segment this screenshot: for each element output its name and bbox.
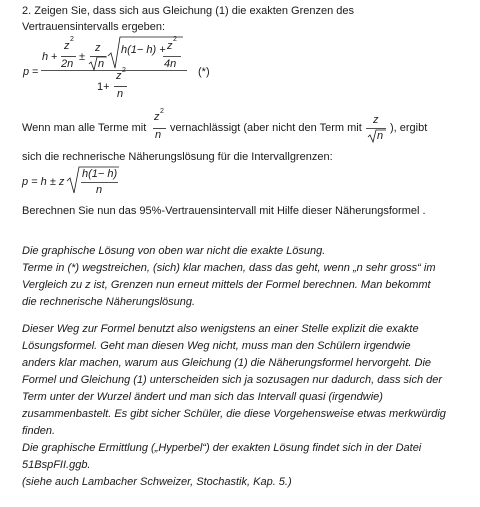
formula-star-label: (*)	[198, 66, 210, 78]
denom-frac-num-exp: 2	[122, 67, 126, 74]
task-line-1: 2. Zeigen Sie, dass sich aus Gleichung (1) die exakten Grenzen des	[22, 5, 355, 17]
formula-plus-1: +	[51, 51, 58, 63]
wenn-frac2-den-n: n	[377, 130, 384, 142]
note1-line-4: die rechnerische Näherungslösung.	[22, 296, 196, 308]
note1-line-1: Die graphische Lösung von oben war nicht die exakte Lösung.	[22, 245, 326, 257]
note2-line-4: Formel und Gleichung (1) unterscheiden sich ja sozusagen nur dadurch, dass sich der	[22, 374, 443, 386]
frac2-den-n: n	[98, 58, 105, 70]
sqrt-inner: h(1− h) +	[121, 44, 166, 56]
wenn-part-3: ), ergibt	[390, 122, 428, 134]
wenn-frac-num-z: z	[154, 111, 160, 123]
frac3-den: 4n	[164, 58, 177, 70]
note2-line-8: Die graphische Ermittlung („Hyperbel“) der exakten Lösung findet sich in der Datei	[22, 442, 422, 454]
note2-line-2: Lösungsformel. Geht man diesen Weg nicht, muss man den Schülern irgendwie	[22, 340, 411, 352]
note1-line-3: Vergleich zu z ist, Grenzen nun erneut mittels der Formel berechnen. Man bekommt	[22, 279, 431, 291]
frac3-num-exp: 2	[173, 36, 177, 43]
note2-line-6: zusammenbastelt. Es gibt sicher Schüler, die diese Vorgehensweise etwas merkwürdig	[22, 408, 446, 420]
formula-equals: =	[32, 66, 39, 78]
wenn-frac2-num-z: z	[373, 114, 379, 126]
wenn-part-2: vernachlässigt (aber nicht den Term mit	[170, 122, 362, 134]
denom-frac-den-n: n	[117, 88, 124, 100]
wenn-part-1: Wenn man alle Terme mit	[22, 122, 147, 134]
note2-line-1: Dieser Weg zur Formel benutzt also wenigstens an einer Stelle explizit die exakte	[22, 323, 419, 335]
formula-p: p	[23, 66, 30, 78]
note2-line-3: anders klar machen, warum aus Gleichung (1) die Näherungsformel hervorgeht. Die	[22, 357, 432, 369]
frac2-num-z: z	[95, 42, 101, 54]
naeherung-line: sich die rechnerische Näherungslösung für die Intervallgrenzen:	[22, 151, 333, 163]
task-line-2: Vertrauensintervalls ergeben:	[22, 21, 166, 33]
note2-line-10: (siehe auch Lambacher Schweizer, Stochastik, Kap. 5.)	[22, 476, 292, 488]
note1-line-2: Terme in (*) wegstreichen, (sich) klar machen, dass das geht, wenn „n sehr gross“ im	[22, 262, 436, 274]
wenn-frac-num-exp: 2	[160, 108, 164, 115]
note2-line-7: finden.	[22, 425, 56, 437]
wenn-frac-den-n: n	[155, 129, 162, 141]
frac1-num-exp: 2	[70, 36, 74, 43]
denom-frac-num-z: z	[116, 70, 122, 82]
frac3-num-z: z	[167, 40, 173, 52]
frac1-den: 2n	[61, 58, 74, 70]
formula-h: h	[42, 51, 49, 63]
frac1-num-z: z	[64, 40, 70, 52]
formula-pm: ±	[79, 51, 86, 63]
berechnen-line: Berechnen Sie nun das 95%-Vertrauensintervall mit Hilfe dieser Näherungsformel .	[22, 205, 426, 217]
denominator-one-plus: 1+	[97, 81, 110, 93]
note2-line-9: 51BspFII.ggb.	[22, 459, 91, 471]
approx-den-n: n	[96, 184, 103, 196]
approx-lhs: p = h ± z	[22, 176, 65, 188]
note2-line-5: Term unter der Wurzel ändert und man sich das Intervall quasi (irgendwie)	[22, 391, 383, 403]
approx-num: h(1− h)	[82, 168, 118, 180]
